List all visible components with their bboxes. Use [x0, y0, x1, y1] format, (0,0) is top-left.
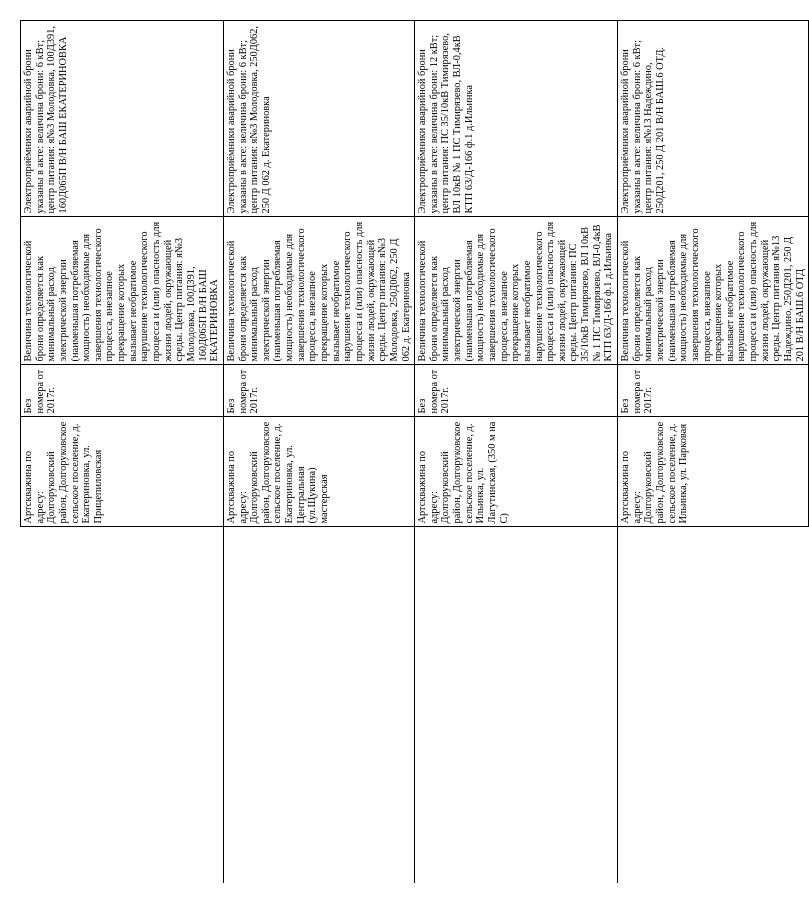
empty-cell [415, 527, 618, 883]
document-cell: Без номера от 2017г. [21, 365, 224, 417]
document-cell: Без номера от 2017г. [618, 365, 809, 417]
calculation-cell: Величина технологической брони определяется как минимальный расход электрической энергии (наименьшая потребляемая мощность) необходимые для завершения технологического процесса, внезапное прекращение которых вызывает необратимое нарушение технологического процесса и (или) опасность для жизни людей, окружающей среды. Центр питания: ПС 35/10кВ Тимирязево, ВЛ 10кВ № 1 ПС Тимирязево, ВЛ-0,4кВ КТП 63/Д-166 ф.1 д.Ильинка [415, 217, 618, 365]
act-cell: Электроприёмники аварийной брони указаны в акте: величина брони: 6 кВт; центр питания: я№3 Молодовка, 100Д391, 160Д065П В/Н БАШ ЕКАТЕРИНОВКА [21, 21, 224, 217]
emergency-reserve-table [20, 21, 809, 884]
act-cell: Электроприёмники аварийной брони указаны в акте: величина брони: 6 кВт; центр питания: я№3 Молодовка, 250Д062, 250 Д 062 д. Екатериновка [223, 21, 414, 217]
address-cell: Артскважина по адресу: Долгоруковский район, Долгоруковское сельское поселение, д. Ильинка, ул. Парковая [618, 417, 809, 527]
address-cell: Артскважина по адресу: Долгоруковский район, Долгоруковское сельское поселение, д. Екатериновка, ул. Прицепиловская [21, 417, 224, 527]
table-row [618, 21, 809, 883]
table-row [415, 21, 618, 883]
act-cell: Электроприёмники аварийной брони указаны в акте: величина брони: 12 кВт; центр питания: ПС 35/10кВ Тимирязево, ВЛ 10кВ № 1 ПС Тимирязево, ВЛ-0,4кВ КТП 63/Д-166 ф.1 д.Ильинка [415, 21, 618, 217]
calculation-cell: Величина технологической брони определяется как минимальный расход электрической энергии (наименьшая потребляемая мощность) необходимые для завершения технологического процесса, внезапное прекращение которых вызывает необратимое нарушение технологического процесса и (или) опасность для жизни людей, окружающей среды. Центр питания: я№3 Молодовка, 100Д391, 160Д065П В/Н БАШ ЕКАТЕРИНОВКА [21, 217, 224, 365]
document-cell: Без номера от 2017г. [415, 365, 618, 417]
rotated-table-wrapper [20, 21, 806, 883]
empty-cell [21, 527, 224, 883]
document-cell: Без номера от 2017г. [223, 365, 414, 417]
address-cell: Артскважина по адресу: Долгоруковский район, Долгоруковское сельское поселение, д. Ильинка, ул. Лагутинская, (350 м на С) [415, 417, 618, 527]
calculation-cell: Величина технологической брони определяется как минимальный расход электрической энергии (наименьшая потребляемая мощность) необходимые для завершения технологического процесса, внезапное прекращение которых вызывает необратимое нарушение технологического процесса и (или) опасность для жизни людей, окружающей среды. Центр питания: я№3 Молодовка, 250Д062, 250 Д 062 д. Екатериновка [223, 217, 414, 365]
address-cell: Артскважина по адресу: Долгоруковский район, Долгоруковское сельское поселение, д. Екатериновка, ул. Центральная (ул.Щукина) мастерская [223, 417, 414, 527]
empty-cell [223, 527, 414, 883]
calculation-cell: Величина технологической брони определяется как минимальный расход электрической энергии (наименьшая потребляемая мощность) необходимые для завершения технологического процесса, внезапное прекращение которых вызывает необратимое нарушение технологического процесса и (или) опасность для жизни людей, окружающей среды. Центр питания я№13 Надеждино, 250Д201, 250 Д 201 В/Н БАШ.6 ОТД [618, 217, 809, 365]
empty-cell [618, 527, 809, 883]
table-row [223, 21, 414, 883]
act-cell: Электроприёмники аварийной брони указаны в акте: величина брони: 6 кВт; центр питания: я№13 Надеждино, 250Д201, 250 Д 201 В/Н БАШ.6 ОТД. [618, 21, 809, 217]
table-row [21, 21, 224, 883]
